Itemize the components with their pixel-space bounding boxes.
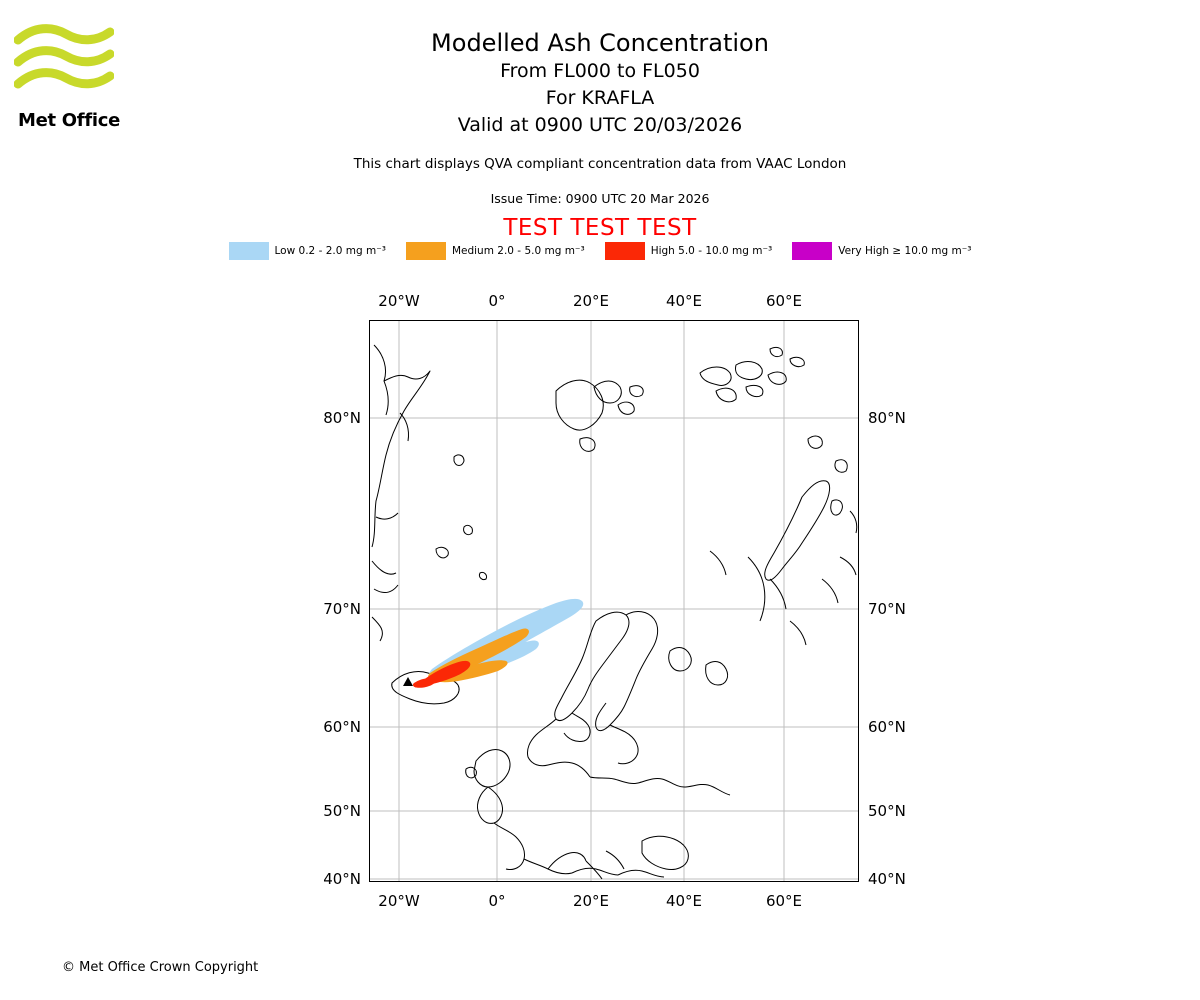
lon-label-top-60e: 60°E xyxy=(765,292,803,310)
logo-text: Met Office xyxy=(18,110,121,131)
test-banner: TEST TEST TEST xyxy=(503,215,697,241)
legend-item-low xyxy=(229,242,386,260)
lon-label-top-20e: 20°E xyxy=(572,292,610,310)
lon-label-bottom-0: 0° xyxy=(488,892,506,910)
lat-label-left-70n: 70°N xyxy=(323,600,361,618)
lon-label-bottom-20w: 20°W xyxy=(378,892,420,910)
lon-label-bottom-20e: 20°E xyxy=(572,892,610,910)
graticule xyxy=(370,321,858,881)
concentration-legend xyxy=(0,242,1200,260)
title-valid-at: Valid at 0900 UTC 20/03/2026 xyxy=(457,114,743,136)
legend-label-very-high: Very High ≥ 10.0 mg m⁻³ xyxy=(838,245,972,257)
lon-label-top-0: 0° xyxy=(488,292,506,310)
legend-label-high: High 5.0 - 10.0 mg m⁻³ xyxy=(650,245,773,257)
legend-swatch-very-high xyxy=(792,242,832,260)
lat-label-right-50n: 50°N xyxy=(868,802,906,820)
lat-label-right-60n: 60°N xyxy=(868,718,906,736)
lon-label-top-20w: 20°W xyxy=(378,292,420,310)
page-title: Modelled Ash Concentration xyxy=(431,29,769,57)
legend-swatch-low xyxy=(229,242,269,260)
legend-swatch-medium xyxy=(406,242,446,260)
title-volcano: For KRAFLA xyxy=(545,87,655,109)
title-flight-levels: From FL000 to FL050 xyxy=(500,60,700,82)
map-canvas xyxy=(370,321,858,881)
legend-label-low: Low 0.2 - 2.0 mg m⁻³ xyxy=(274,245,386,257)
lon-label-bottom-40e: 40°E xyxy=(665,892,703,910)
lat-label-right-80n: 80°N xyxy=(868,409,906,427)
legend-item-medium xyxy=(406,242,585,260)
lat-label-left-80n: 80°N xyxy=(323,409,361,427)
legend-item-very-high xyxy=(792,242,971,260)
qva-note: This chart displays QVA compliant concentration data from VAAC London xyxy=(353,156,847,172)
lat-label-left-60n: 60°N xyxy=(323,718,361,736)
issue-time: Issue Time: 0900 UTC 20 Mar 2026 xyxy=(490,191,710,206)
legend-label-medium: Medium 2.0 - 5.0 mg m⁻³ xyxy=(451,245,585,257)
chart-titles xyxy=(0,28,1200,139)
lon-label-top-40e: 40°E xyxy=(665,292,703,310)
legend-item-high xyxy=(605,242,773,260)
lon-label-bottom-60e: 60°E xyxy=(765,892,803,910)
lat-label-left-40n: 40°N xyxy=(323,870,361,888)
lat-label-left-50n: 50°N xyxy=(323,802,361,820)
ash-concentration-map[interactable] xyxy=(369,320,859,882)
legend-swatch-high xyxy=(605,242,645,260)
lat-label-right-70n: 70°N xyxy=(868,600,906,618)
copyright-notice: © Met Office Crown Copyright xyxy=(62,960,259,975)
lat-label-right-40n: 40°N xyxy=(868,870,906,888)
